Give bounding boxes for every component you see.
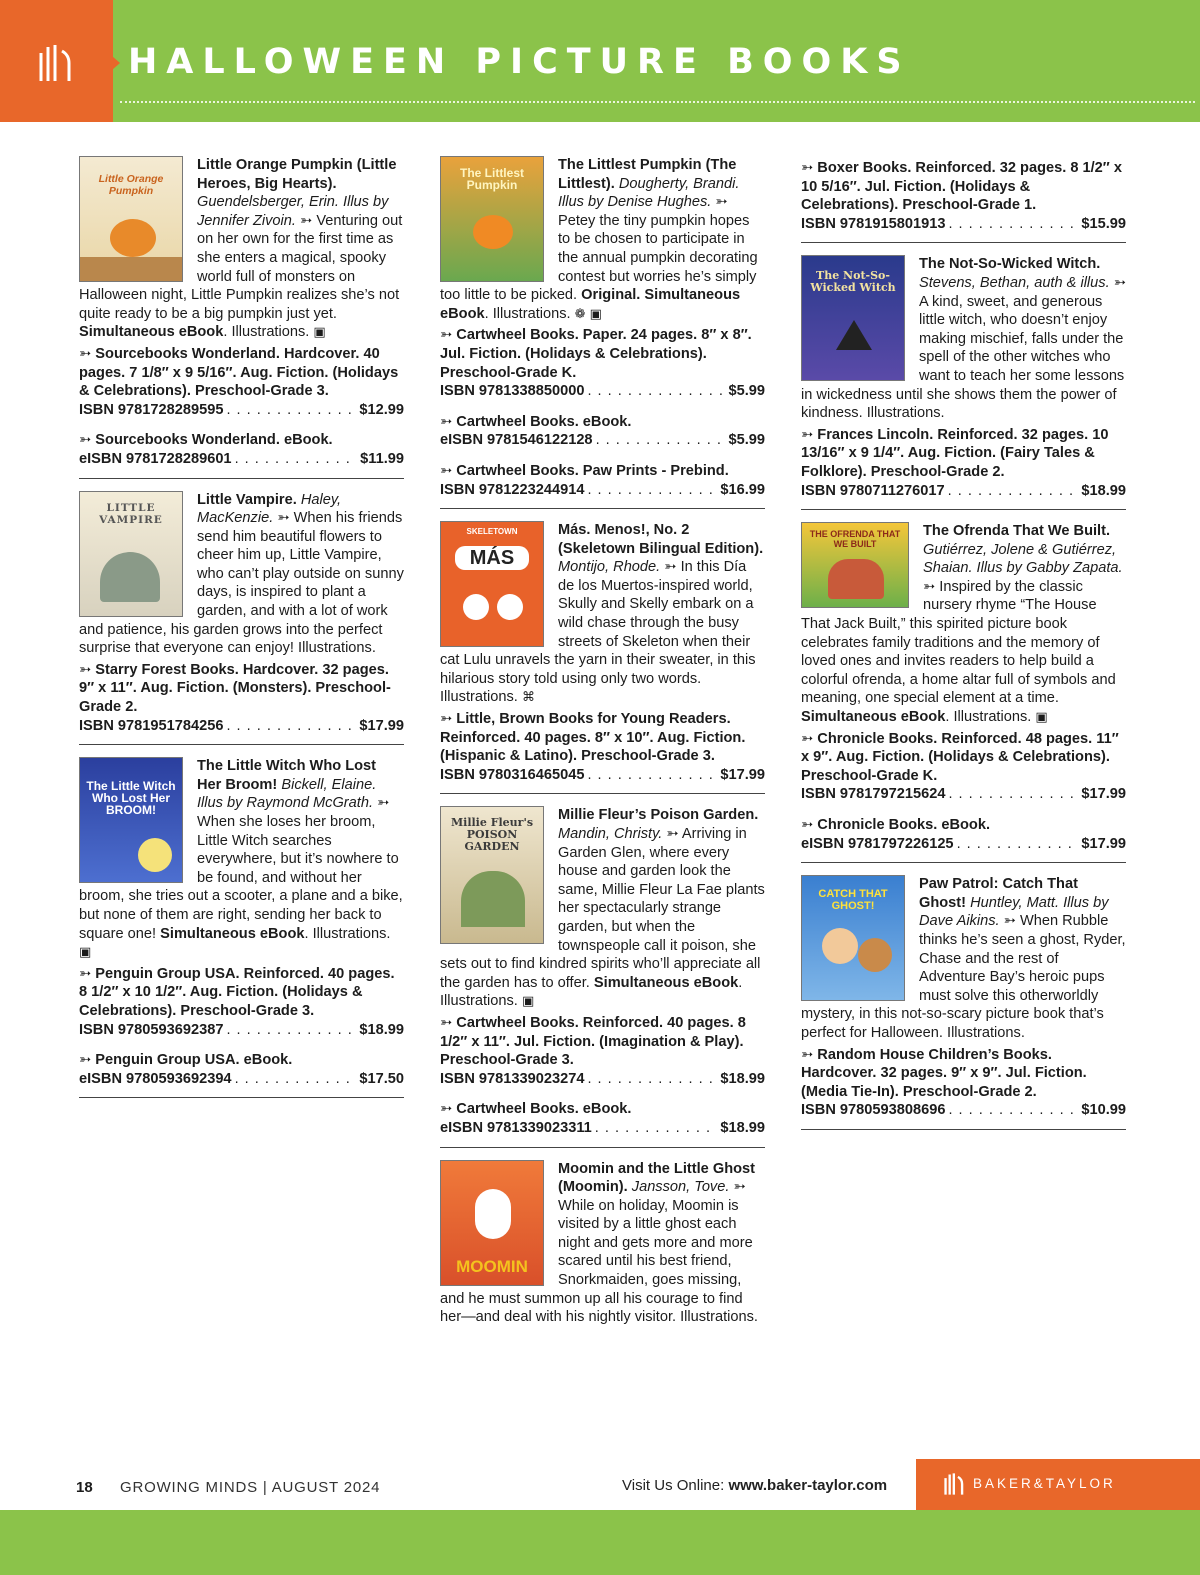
book-entry bbox=[440, 806, 765, 1147]
format-details: Cartwheel Books. eBook. bbox=[456, 413, 632, 430]
ebook-icon: ▣ bbox=[313, 324, 326, 340]
arrow-icon: ➳ bbox=[1113, 274, 1126, 291]
cover-title: Millie Fleur's POISON GARDEN bbox=[450, 816, 534, 854]
page-title: HALLOWEEN PICTURE BOOKS bbox=[128, 42, 911, 82]
magazine-issue: GROWING MINDS | AUGUST 2024 bbox=[120, 1479, 381, 1496]
cover-title: CATCH THAT GHOST! bbox=[818, 888, 888, 913]
book-description: Venturing out on her own for the first time as she enters a magical, spooky world full of monsters on Halloween night, Little Pumpkin realizes she’s not quite ready to be a big pumpkin just yet. bbox=[79, 212, 403, 322]
arrow-icon: ➳ bbox=[801, 426, 814, 443]
book-entry bbox=[79, 757, 404, 1098]
cover-title: THE OFRENDA THAT WE BUILT bbox=[809, 529, 901, 550]
book-description: While on holiday, Moomin is visited by a little ghost each night and gets more and more scared until his best friend, Snorkmaiden, goes missing, and he must summon up all his courage to find her—and deal with his nightly visitor. Illustrations. bbox=[440, 1197, 758, 1326]
isbn: ISBN 9780593692387 bbox=[79, 1021, 224, 1038]
ryder-illustration bbox=[822, 928, 858, 964]
price: $16.99 bbox=[720, 481, 765, 498]
format-block bbox=[440, 462, 765, 499]
book-cover[interactable] bbox=[440, 521, 544, 647]
book-author: Dougherty, Brandi. Illus by Denise Hughes. bbox=[558, 175, 740, 211]
format-details: Penguin Group USA. eBook. bbox=[95, 1052, 293, 1069]
format-details: Sourcebooks Wonderland. eBook. bbox=[95, 432, 333, 449]
book-entry bbox=[79, 491, 404, 746]
arrow-icon: ➳ bbox=[377, 795, 390, 812]
arrow-icon: ➳ bbox=[79, 345, 92, 362]
format-details: Little, Brown Books for Young Readers. Reinforced. 40 pages. 8″ x 10″. Aug. Fiction. (Hispanic & Latino). Preschool-Grade 3. bbox=[440, 711, 746, 765]
leader-dots bbox=[226, 1021, 356, 1040]
format-details: Starry Forest Books. Hardcover. 32 pages. 9″ x 11″. Aug. Fiction. (Monsters). Preschool-Grade 2. bbox=[79, 661, 391, 716]
leader-dots bbox=[587, 766, 717, 785]
skull-illustration bbox=[497, 594, 523, 620]
leader-dots bbox=[226, 717, 356, 736]
format-block bbox=[440, 1014, 765, 1088]
leader-dots bbox=[587, 1070, 717, 1089]
footer-brand-box bbox=[916, 1459, 1200, 1510]
column-1 bbox=[79, 156, 404, 1110]
leader-dots bbox=[948, 215, 1078, 234]
arrow-icon: ➳ bbox=[440, 1014, 453, 1031]
price: $15.99 bbox=[1081, 215, 1126, 232]
arrow-icon: ➳ bbox=[666, 826, 679, 842]
format-block bbox=[440, 1100, 765, 1137]
format-details: Cartwheel Books. Paper. 24 pages. 8″ x 8″. Jul. Fiction. (Holidays & Celebrations). Preschool-Grade K. bbox=[440, 327, 752, 381]
moomin-illustration bbox=[475, 1189, 511, 1239]
website-link[interactable]: www.baker-taylor.com bbox=[728, 1477, 888, 1494]
skull-illustration bbox=[463, 594, 489, 620]
arrow-icon: ➳ bbox=[715, 194, 728, 211]
isbn: eISBN 9780593692394 bbox=[79, 1070, 232, 1087]
arrow-icon: ➳ bbox=[440, 327, 453, 344]
arrow-icon: ➳ bbox=[79, 661, 92, 678]
arrow-icon: ➳ bbox=[79, 432, 92, 449]
ebook-icon: ▣ bbox=[521, 993, 535, 1009]
book-cover[interactable] bbox=[79, 757, 183, 883]
book-entry bbox=[79, 156, 404, 479]
book-description: When she loses her broom, Little Witch searches everywhere, but it’s nowhere to be found, and without her broom, she tries out a scooter, a plane and a bike, but none of them are right, sending her back to square one! bbox=[79, 814, 403, 942]
visit-online bbox=[622, 1477, 887, 1494]
book-description: Arriving in Garden Glen, where every house and garden look the same, Millie Fleur La Fae plants her spectacularly strange garden, but when the townspeople call it poison, she sets out to find kindred spirits who’ll appreciate all the garden has to offer. bbox=[440, 826, 765, 991]
simultaneous-ebook-label: Simultaneous eBook bbox=[801, 709, 946, 726]
arrow-icon: ➳ bbox=[440, 1101, 453, 1118]
arrow-icon: ➳ bbox=[440, 462, 453, 479]
book-author: Haley, MacKenzie. bbox=[197, 491, 342, 527]
leader-dots bbox=[948, 785, 1078, 804]
moon-illustration bbox=[138, 838, 172, 872]
book-cover[interactable] bbox=[801, 522, 909, 608]
format-block bbox=[801, 816, 1126, 853]
format-block bbox=[79, 661, 404, 735]
format-details: Cartwheel Books. eBook. bbox=[456, 1101, 632, 1118]
rubble-illustration bbox=[858, 938, 892, 972]
illustrations-label: . Illustrations. bbox=[484, 305, 571, 322]
leader-dots bbox=[587, 481, 717, 500]
price: $17.50 bbox=[359, 1070, 404, 1087]
book-title: The Littlest Pumpkin (The Littlest). bbox=[558, 157, 737, 192]
isbn: ISBN 9780711276017 bbox=[801, 482, 945, 499]
cover-title: MÁS bbox=[455, 546, 529, 570]
format-details: Penguin Group USA. Reinforced. 40 pages. 8 1/2″ x 10 1/2″. Aug. Fiction. (Holidays & Celebrations). Preschool-Grade 3. bbox=[79, 965, 395, 1019]
arrow-icon: ➳ bbox=[801, 160, 814, 176]
bookshelf-logo-icon bbox=[943, 1471, 967, 1497]
illustrations-label: . Illustrations. bbox=[440, 974, 743, 1010]
garden-illustration bbox=[461, 871, 525, 927]
cover-title: The Littlest Pumpkin bbox=[459, 166, 524, 192]
price: $17.99 bbox=[1081, 786, 1126, 803]
leader-dots bbox=[226, 401, 356, 420]
format-details: Frances Lincoln. Reinforced. 32 pages. 10 13/16″ x 9 1/4″. Aug. Fiction. (Fairy Tales & Folklore). Preschool-Grade 2. bbox=[801, 426, 1109, 480]
leader-dots bbox=[235, 450, 358, 469]
book-description: In this Día de los Muertos-inspired world, Skully and Skelly embark on a wild chase through the busy streets of Skeleton when their cat Lulu unravels the yarn in their sweater, in this hilarious story told using only two words. Illustrations. bbox=[440, 559, 756, 706]
book-author: Stevens, Bethan, auth & illus. bbox=[919, 274, 1110, 291]
pumpkin-illustration bbox=[110, 219, 156, 257]
book-description: When his friends send him beautiful flowers to cheer him up, Little Vampire, who can’t play outside on sunny days, is inspired to plant a garden, and with a lot of work and patience, his garden grows into the perfect surprise that everyone can enjoy! Illustrations. bbox=[79, 510, 404, 657]
isbn: ISBN 9781338850000 bbox=[440, 383, 585, 400]
price: $10.99 bbox=[1081, 1102, 1126, 1119]
logo-pointer bbox=[112, 56, 120, 70]
arrow-icon: ➳ bbox=[440, 413, 453, 430]
book-author: Mandin, Christy. bbox=[558, 826, 663, 842]
book-cover[interactable] bbox=[440, 806, 544, 944]
book-cover[interactable] bbox=[440, 1160, 544, 1286]
book-author: Gutiérrez, Jolene & Gutiérrez, Shaian. Illus by Gabby Zapata. bbox=[923, 541, 1123, 577]
arrow-icon: ➳ bbox=[440, 711, 453, 728]
leader-dots bbox=[948, 482, 1079, 501]
arrow-icon: ➳ bbox=[79, 1052, 92, 1069]
book-cover[interactable] bbox=[79, 156, 183, 282]
book-title: Moomin and the Little Ghost (Moomin). bbox=[558, 1160, 756, 1196]
cover-title: The Little Witch Who Lost Her BROOM! bbox=[86, 779, 176, 818]
format-details: Random House Children’s Books. Hardcover. 32 pages. 9″ x 9″. Jul. Fiction. (Media Tie-In). Preschool-Grade 2. bbox=[801, 1046, 1087, 1100]
visit-label: Visit Us Online: bbox=[622, 1477, 729, 1494]
book-description: When Rubble thinks he’s seen a ghost, Ryder, Chase and the rest of Adventure Bay’s heroic pups must solve this otherworldly mystery, in this not-so-scary picture book that’s perfect for Halloween. Illustrations. bbox=[801, 913, 1126, 1041]
ebook-icon: ▣ bbox=[589, 305, 602, 321]
book-cover[interactable] bbox=[440, 156, 544, 282]
book-author: Guendelsberger, Erin. Illus by Jennifer Zivoin. bbox=[197, 194, 389, 229]
book-title: The Not-So-Wicked Witch. bbox=[919, 256, 1101, 273]
price: $17.99 bbox=[1081, 835, 1126, 852]
leader-dots bbox=[957, 835, 1079, 854]
book-description: Inspired by the classic nursery rhyme “The House That Jack Built,” this spirited picture book celebrates family traditions and the memory of loved ones and invites readers to help build a colorful ofrenda, a home altar full of symbols and meaning, one special element at a time. bbox=[801, 578, 1116, 707]
format-block bbox=[440, 326, 765, 400]
arrow-icon: ➳ bbox=[300, 212, 313, 229]
isbn: eISBN 9781339023311 bbox=[440, 1119, 592, 1136]
arrow-icon: ➳ bbox=[664, 559, 677, 576]
page-number: 18 bbox=[76, 1479, 93, 1496]
format-block bbox=[440, 413, 765, 450]
format-block bbox=[79, 431, 404, 468]
isbn: ISBN 9780593808696 bbox=[801, 1102, 946, 1119]
book-description: A kind, sweet, and generous little witch, who doesn’t enjoy making mischief, falls under the spell of the other witches who want to teach her some lessons in wickedness until she shows them the power of kindness. Illustrations. bbox=[801, 293, 1125, 422]
format-block bbox=[79, 965, 404, 1039]
price: $18.99 bbox=[359, 1021, 404, 1038]
format-details: Boxer Books. Reinforced. 32 pages. 8 1/2″ x 10 5/16″. Jul. Fiction. (Holidays & Celebrations). Preschool-Grade 1. bbox=[801, 160, 1122, 214]
book-author: Montijo, Rhode. bbox=[558, 559, 661, 576]
format-block bbox=[79, 345, 404, 419]
price: $17.99 bbox=[720, 766, 765, 783]
price: $12.99 bbox=[359, 401, 404, 418]
isbn: eISBN 9781728289601 bbox=[79, 450, 232, 467]
illustrations-label: . Illustrations. bbox=[304, 925, 391, 942]
simultaneous-ebook-label: Simultaneous eBook bbox=[79, 324, 224, 341]
price: $5.99 bbox=[728, 383, 765, 400]
price: $18.99 bbox=[720, 1119, 765, 1136]
arrow-icon: ➳ bbox=[733, 1179, 746, 1196]
cover-title: The Not-So-Wicked Witch bbox=[810, 269, 896, 295]
arrow-icon: ➳ bbox=[277, 510, 290, 527]
column-2 bbox=[440, 156, 765, 1348]
cover-title: LITTLE VAMPIRE bbox=[99, 501, 163, 526]
format-block bbox=[79, 1051, 404, 1088]
ofrenda-illustration bbox=[828, 559, 884, 599]
vampire-illustration bbox=[100, 552, 160, 602]
isbn: eISBN 9781546122128 bbox=[440, 432, 593, 449]
command-icon: ⌘ bbox=[521, 689, 535, 705]
isbn: ISBN 9780316465045 bbox=[440, 766, 585, 783]
footer-bar bbox=[0, 1510, 1200, 1575]
leader-dots bbox=[235, 1070, 357, 1089]
cover-title: MOOMIN bbox=[456, 1256, 528, 1276]
ebook-icon: ▣ bbox=[79, 944, 92, 960]
price: $17.99 bbox=[359, 717, 404, 734]
isbn: ISBN 9781339023274 bbox=[440, 1070, 585, 1087]
page-header bbox=[0, 0, 1200, 122]
isbn: ISBN 9781951784256 bbox=[79, 717, 224, 734]
book-title: The Little Witch Who Lost Her Broom! bbox=[197, 758, 377, 793]
price: $11.99 bbox=[360, 450, 404, 467]
pumpkin-illustration bbox=[473, 215, 513, 249]
book-title: Little Orange Pumpkin (Little Heroes, Big Hearts). bbox=[197, 157, 397, 192]
brand-name: BAKER&TAYLOR bbox=[973, 1476, 1116, 1491]
format-details: Cartwheel Books. Reinforced. 40 pages. 8 1/2″ x 11″. Jul. Fiction. (Imagination & Play). Preschool-Grade 3. bbox=[440, 1014, 746, 1069]
book-cover[interactable] bbox=[801, 255, 905, 381]
format-block bbox=[801, 159, 1126, 233]
format-details: Chronicle Books. eBook. bbox=[817, 817, 991, 833]
book-entry bbox=[440, 156, 765, 509]
isbn: ISBN 9781915801913 bbox=[801, 215, 946, 232]
price: $5.99 bbox=[728, 432, 765, 449]
baker-taylor-logo bbox=[0, 0, 113, 122]
book-title: Little Vampire. bbox=[197, 491, 297, 508]
book-author: Huntley, Matt. Illus by Dave Aikins. bbox=[919, 894, 1109, 930]
format-block bbox=[801, 730, 1126, 804]
book-author: Jansson, Tove. bbox=[631, 1179, 730, 1196]
witch-hat-illustration bbox=[836, 320, 872, 350]
arrow-icon: ➳ bbox=[923, 578, 936, 595]
leader-dots bbox=[587, 382, 725, 401]
illustrations-label: . Illustrations. bbox=[945, 709, 1032, 726]
format-details: Sourcebooks Wonderland. Hardcover. 40 pages. 7 1/8″ x 9 5/16″. Aug. Fiction. (Holidays & Celebrations). Preschool-Grade 3. bbox=[79, 345, 399, 400]
book-description: Petey the tiny pumpkin hopes to be chosen to participate in the annual pumpkin decorating contest but worries he’s simply too little to be picked. bbox=[440, 212, 758, 304]
arrow-icon: ➳ bbox=[79, 965, 92, 982]
header-dotted-rule bbox=[120, 101, 1195, 103]
ebook-icon: ▣ bbox=[1035, 709, 1048, 725]
price: $18.99 bbox=[720, 1070, 765, 1087]
book-entry bbox=[801, 875, 1126, 1130]
book-entry-continued bbox=[801, 156, 1126, 243]
book-entry bbox=[440, 521, 765, 794]
isbn: ISBN 9781728289595 bbox=[79, 401, 224, 418]
book-title: The Ofrenda That We Built. bbox=[923, 523, 1111, 540]
arrow-icon: ➳ bbox=[801, 1046, 814, 1063]
isbn: ISBN 9781223244914 bbox=[440, 481, 585, 498]
book-title: Millie Fleur’s Poison Garden. bbox=[558, 807, 759, 824]
book-entry bbox=[440, 1160, 765, 1336]
format-details: Chronicle Books. Reinforced. 48 pages. 11″ x 9″. Aug. Fiction. (Holidays & Celebrations). Preschool-Grade K. bbox=[801, 730, 1119, 784]
book-title: Más. Menos!, No. 2 (Skeletown Bilingual Edition). bbox=[558, 522, 764, 557]
format-block bbox=[801, 1046, 1126, 1120]
format-details: Cartwheel Books. Paw Prints - Prebind. bbox=[456, 462, 729, 479]
cover-title: Little Orange Pumpkin bbox=[98, 173, 164, 197]
simultaneous-ebook-label: Simultaneous eBook bbox=[160, 925, 305, 942]
cover-subtitle: SKELETOWN bbox=[466, 527, 518, 537]
original-simultaneous-label: Original. Simultaneous eBook bbox=[440, 287, 741, 322]
cover-ground bbox=[80, 257, 182, 281]
simultaneous-ebook-label: Simultaneous eBook bbox=[593, 974, 739, 991]
leader-dots bbox=[948, 1101, 1078, 1120]
book-entry bbox=[801, 522, 1126, 863]
book-author: Bickell, Elaine. Illus by Raymond McGrath. bbox=[197, 776, 377, 812]
isbn: ISBN 9781797215624 bbox=[801, 786, 946, 803]
book-entry bbox=[801, 255, 1126, 510]
arrow-icon: ➳ bbox=[801, 817, 814, 833]
format-block bbox=[440, 710, 765, 784]
format-block bbox=[801, 426, 1126, 500]
price: $18.99 bbox=[1081, 482, 1126, 499]
leader-dots bbox=[595, 1119, 718, 1138]
paw-icon: ❁ bbox=[574, 305, 586, 321]
arrow-icon: ➳ bbox=[1003, 913, 1016, 930]
arrow-icon: ➳ bbox=[801, 730, 814, 747]
book-cover[interactable] bbox=[79, 491, 183, 617]
book-cover[interactable] bbox=[801, 875, 905, 1001]
illustrations-label: . Illustrations. bbox=[223, 324, 310, 341]
column-3 bbox=[801, 156, 1126, 1142]
bookshelf-logo-icon bbox=[37, 41, 77, 85]
isbn: eISBN 9781797226125 bbox=[801, 835, 954, 852]
book-title: Paw Patrol: Catch That Ghost! bbox=[919, 876, 1078, 911]
leader-dots bbox=[596, 431, 726, 450]
